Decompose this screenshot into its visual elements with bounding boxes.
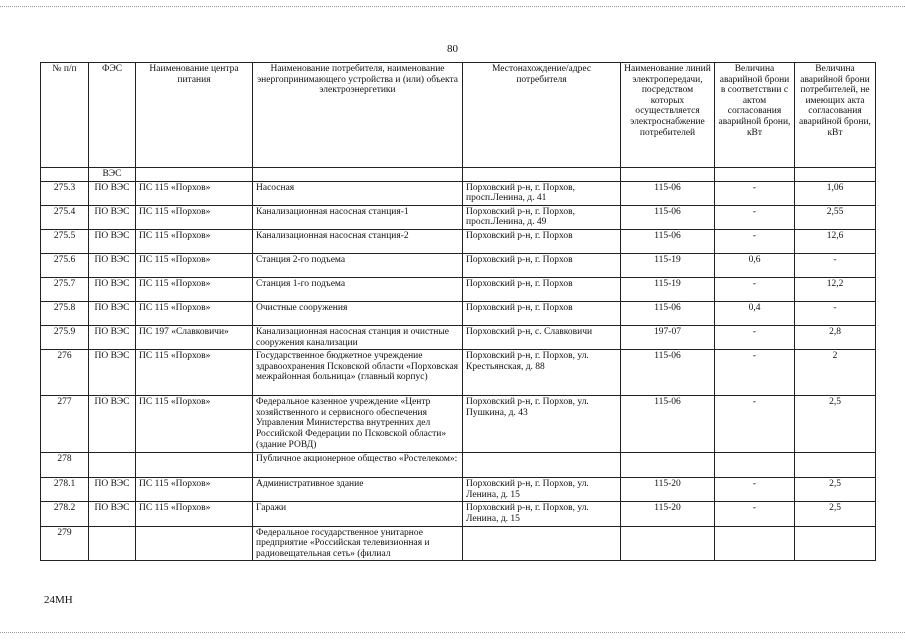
cell-num: 277 (41, 396, 89, 453)
table-row (41, 396, 876, 453)
cell-address: Порховский р-н, с. Славковичи (463, 325, 621, 349)
header-fes: ФЭС (89, 63, 136, 168)
table-row (41, 325, 876, 349)
cell-address: Порховский р-н, г. Порхов, ул. Ленина, д. 15 (463, 502, 621, 526)
cell-num: 278.1 (41, 478, 89, 502)
cell-line: 115-06 (621, 205, 715, 229)
cell-center: ПС 197 «Славковичи» (136, 325, 253, 349)
cell-reserve-noact (795, 168, 876, 182)
table-header-row (41, 63, 876, 168)
cell-fes: ПО ВЭС (89, 205, 136, 229)
cell-center: ПС 115 «Порхов» (136, 502, 253, 526)
cell-consumer: Федеральное казенное учреждение «Центр хозяйственного и сервисного обеспечения Управления Министерства внутренних дел Российской Федерации по Псковской области» (здание РОВД) (253, 396, 463, 453)
cell-center: ПС 115 «Порхов» (136, 350, 253, 396)
cell-consumer: Насосная (253, 181, 463, 205)
cell-reserve-act (715, 168, 795, 182)
cell-consumer: Канализационная насосная станция и очистные сооружения канализации (253, 325, 463, 349)
cell-center: ПС 115 «Порхов» (136, 229, 253, 253)
header-num: № п/п (41, 63, 89, 168)
cell-reserve-act: 0,4 (715, 301, 795, 325)
cell-address (463, 168, 621, 182)
cell-address: Порховский р-н, г. Порхов, ул. Пушкина, д. 43 (463, 396, 621, 453)
cell-reserve-noact: - (795, 253, 876, 277)
cell-line (621, 526, 715, 561)
cell-center: ПС 115 «Порхов» (136, 396, 253, 453)
cell-num: 275.9 (41, 325, 89, 349)
cell-num: 275.6 (41, 253, 89, 277)
cell-consumer: Федеральное государственное унитарное предприятие «Российская телевизионная и радиовещательная сеть» (филиал (253, 526, 463, 561)
cell-reserve-noact (795, 526, 876, 561)
header-address: Местонахождение/адрес потребителя (463, 63, 621, 168)
cell-center (136, 453, 253, 478)
cell-center: ПС 115 «Порхов» (136, 277, 253, 301)
cell-line: 197-07 (621, 325, 715, 349)
cell-fes (89, 526, 136, 561)
cell-reserve-noact: 2,55 (795, 205, 876, 229)
table-row (41, 205, 876, 229)
cell-reserve-act: - (715, 181, 795, 205)
cell-center: ПС 115 «Порхов» (136, 181, 253, 205)
table-row (41, 350, 876, 396)
cell-reserve-noact: 2,5 (795, 396, 876, 453)
table-row (41, 301, 876, 325)
cell-consumer: Станция 2-го подъема (253, 253, 463, 277)
cell-fes: ПО ВЭС (89, 350, 136, 396)
cell-reserve-noact: 12,6 (795, 229, 876, 253)
cell-num: 276 (41, 350, 89, 396)
cell-num: 275.5 (41, 229, 89, 253)
cell-reserve-noact: 2,8 (795, 325, 876, 349)
cell-num (41, 168, 89, 182)
cell-fes: ПО ВЭС (89, 396, 136, 453)
cell-line: 115-19 (621, 277, 715, 301)
cell-line (621, 453, 715, 478)
cell-num: 279 (41, 526, 89, 561)
cell-reserve-act: - (715, 277, 795, 301)
cell-center: ПС 115 «Порхов» (136, 205, 253, 229)
cell-center: ПС 115 «Порхов» (136, 478, 253, 502)
cell-line: 115-06 (621, 396, 715, 453)
cell-reserve-act: - (715, 205, 795, 229)
cell-reserve-act (715, 453, 795, 478)
cell-address: Порховский р-н, г. Порхов (463, 277, 621, 301)
cell-consumer: Публичное акционерное общество «Ростелеком»: (253, 453, 463, 478)
cell-consumer: Станция 1-го подъема (253, 277, 463, 301)
cell-num: 275.4 (41, 205, 89, 229)
cell-reserve-noact: 2,5 (795, 502, 876, 526)
cell-address: Порховский р-н, г. Порхов (463, 229, 621, 253)
cell-line: 115-06 (621, 181, 715, 205)
cell-fes: ПО ВЭС (89, 325, 136, 349)
cell-center: ПС 115 «Порхов» (136, 301, 253, 325)
cell-reserve-act: - (715, 229, 795, 253)
cell-fes: ПО ВЭС (89, 181, 136, 205)
cell-center (136, 168, 253, 182)
cell-reserve-act: - (715, 478, 795, 502)
cell-reserve-act: - (715, 396, 795, 453)
table-row (41, 168, 876, 182)
cell-reserve-noact: 2 (795, 350, 876, 396)
cell-address (463, 453, 621, 478)
table-row (41, 253, 876, 277)
cell-center (136, 526, 253, 561)
cell-address (463, 526, 621, 561)
cell-fes: ВЭС (89, 168, 136, 182)
cell-address: Порховский р-н, г. Порхов, просп.Ленина, д. 49 (463, 205, 621, 229)
header-reserve-noact: Величина аварийной брони потребителей, не имеющих акта согласования аварийной брони, кВт (795, 63, 876, 168)
cell-fes: ПО ВЭС (89, 253, 136, 277)
table-row (41, 181, 876, 205)
cell-consumer: Канализационная насосная станция-1 (253, 205, 463, 229)
cell-consumer: Административное здание (253, 478, 463, 502)
cell-fes: ПО ВЭС (89, 229, 136, 253)
cell-reserve-act: - (715, 502, 795, 526)
cell-fes: ПО ВЭС (89, 301, 136, 325)
cell-address: Порховский р-н, г. Порхов, просп.Ленина, д. 41 (463, 181, 621, 205)
scan-top-edge (0, 2, 905, 7)
cell-line: 115-19 (621, 253, 715, 277)
cell-address: Порховский р-н, г. Порхов, ул. Крестьянская, д. 88 (463, 350, 621, 396)
footer-code: 24МН (44, 594, 73, 606)
cell-fes: ПО ВЭС (89, 502, 136, 526)
emergency-reserve-table (40, 62, 876, 561)
cell-line: 115-06 (621, 229, 715, 253)
cell-reserve-act (715, 526, 795, 561)
cell-reserve-noact: 2,5 (795, 478, 876, 502)
cell-address: Порховский р-н, г. Порхов, ул. Ленина, д. 15 (463, 478, 621, 502)
cell-num: 275.8 (41, 301, 89, 325)
cell-fes: ПО ВЭС (89, 277, 136, 301)
cell-line: 115-06 (621, 350, 715, 396)
cell-line: 115-06 (621, 301, 715, 325)
cell-reserve-noact: - (795, 301, 876, 325)
cell-reserve-noact (795, 453, 876, 478)
header-line: Наименование линий электропередачи, посредством которых осуществляется электроснабжение потребителей (621, 63, 715, 168)
cell-num: 275.7 (41, 277, 89, 301)
table-row (41, 502, 876, 526)
cell-reserve-act: - (715, 325, 795, 349)
cell-line (621, 168, 715, 182)
cell-num: 275.3 (41, 181, 89, 205)
cell-consumer: Гаражи (253, 502, 463, 526)
cell-line: 115-20 (621, 502, 715, 526)
header-center: Наименование центра питания (136, 63, 253, 168)
cell-center: ПС 115 «Порхов» (136, 253, 253, 277)
header-consumer: Наименование потребителя, наименование энергопринимающего устройства и (или) объекта электроэнергетики (253, 63, 463, 168)
cell-reserve-act: - (715, 350, 795, 396)
header-reserve-act: Величина аварийной брони в соответствии с актом согласования аварийной брони, кВт (715, 63, 795, 168)
cell-reserve-noact: 1,06 (795, 181, 876, 205)
table-row (41, 526, 876, 561)
cell-line: 115-20 (621, 478, 715, 502)
cell-address: Порховский р-н, г. Порхов (463, 301, 621, 325)
cell-fes: ПО ВЭС (89, 478, 136, 502)
cell-reserve-act: 0,6 (715, 253, 795, 277)
cell-reserve-noact: 12,2 (795, 277, 876, 301)
table-row (41, 453, 876, 478)
cell-consumer: Канализационная насосная станция-2 (253, 229, 463, 253)
table-row (41, 229, 876, 253)
cell-consumer (253, 168, 463, 182)
table-row (41, 478, 876, 502)
cell-address: Порховский р-н, г. Порхов (463, 253, 621, 277)
cell-consumer: Очистные сооружения (253, 301, 463, 325)
cell-fes (89, 453, 136, 478)
cell-num: 278 (41, 453, 89, 478)
table-row (41, 277, 876, 301)
cell-num: 278.2 (41, 502, 89, 526)
scan-bottom-edge (0, 632, 905, 637)
page-number: 80 (447, 43, 458, 55)
cell-consumer: Государственное бюджетное учреждение здравоохранения Псковской области «Порховская межрайонная больница» (главный корпус) (253, 350, 463, 396)
